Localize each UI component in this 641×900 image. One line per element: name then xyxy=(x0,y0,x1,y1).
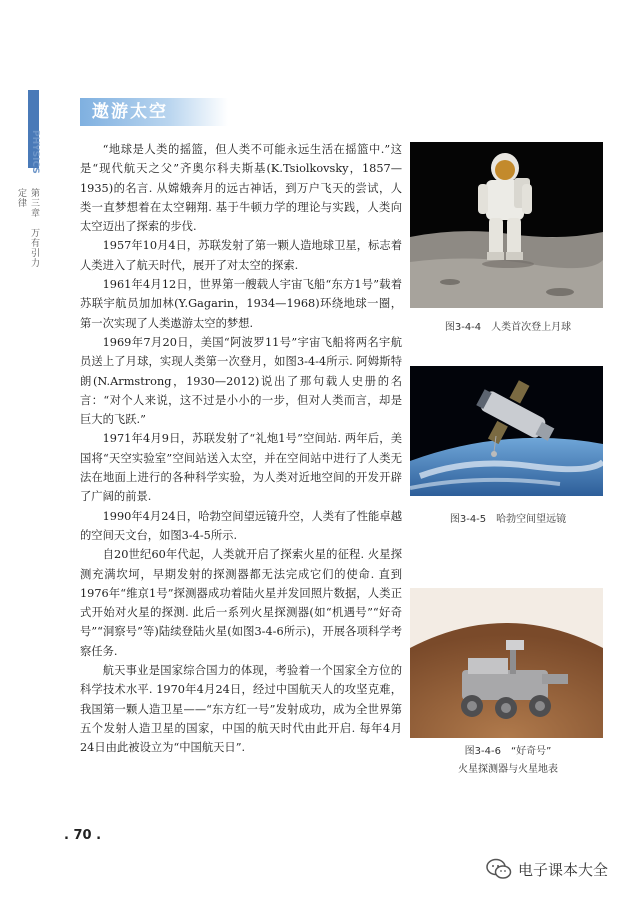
section-title-text: 遨游太空 xyxy=(80,98,228,126)
figure-caption: 火星探测器与火星地表 xyxy=(458,764,558,775)
hubble-telescope-photo xyxy=(410,366,603,496)
watermark-text: 电子课本大全 xyxy=(518,860,609,879)
paragraph: 1961年4月12日，世界第一艘载人宇宙飞船“东方1号”载着苏联宇航员加加林(Y.Gagarin，1934—1968)环绕地球一圈，第一次实现了人类遨游太空的梦想. xyxy=(80,278,402,330)
figure-caption: 图3-4-4 人类首次登上月球 xyxy=(444,322,572,333)
paragraph: 1957年10月4日，苏联发射了第一颗人造地球卫星，标志着人类进入了航天时代，展开了对太空的探索. xyxy=(80,239,402,272)
body-text xyxy=(80,140,402,758)
paragraph: 1969年7月20日，美国“阿波罗11号”宇宙飞船将两名宇航员送上了月球，实现人类第一次登月，如图3-4-4所示. 阿姆斯特朗(N.Armstrong，1930—2012)说出了那句载人史册的名言：“对个人来说，这不过是小小的一步，但对人类而言，却是巨大的飞跃.” xyxy=(80,335,402,427)
moon-landing-photo xyxy=(410,142,603,308)
figure-caption: 图3-4-5 哈勃空间望远镜 xyxy=(449,514,567,525)
paragraph: 航天事业是国家综合国力的体现，考验着一个国家全方位的科学技术水平. 1970年4月24日，经过中国航天人的攻坚克难，我国第一颗人造卫星——“东方红一号”发射成功，成为全世界第五个发射人造卫星的国家，中国的航天时代由此开启. 每年4月24日由此被设立为“中国航天日”. xyxy=(80,664,402,755)
paragraph: 1971年4月9日，苏联发射了“礼炮1号”空间站. 两年后，美国将“天空实验室”空间站送入太空，并在空间站中进行了人类无法在地面上进行的各种科学实验，为人类对近地空间的开发开辟了广阔的前景. xyxy=(80,432,402,504)
paragraph: 1990年4月24日，哈勃空间望远镜升空，人类有了性能卓越的空间天文台，如图3-4-5所示. xyxy=(80,509,402,542)
page-number: . 70 . xyxy=(64,828,102,843)
figure-caption: 图3-4-6 “好奇号” xyxy=(464,746,552,757)
curiosity-rover-photo xyxy=(410,588,603,738)
section-title xyxy=(80,98,228,126)
sidebar-subject-label: PHYSICS xyxy=(30,130,40,174)
sidebar-chapter-label: 第三章 万有引力定律 xyxy=(16,188,39,268)
wechat-icon xyxy=(486,858,512,880)
watermark xyxy=(486,858,608,880)
paragraph: “地球是人类的摇篮，但人类不可能永远生活在摇篮中.”这是“现代航天之父”齐奥尔科夫斯基(K.Tsiolkovsky，1857—1935)的名言. 从嫦娥奔月的远古神话，到万户飞天的尝试，人类一直梦想着在太空翱翔. 基于牛顿力学的理论与实践，人类向太空迈出了探索的步伐. xyxy=(80,143,402,234)
paragraph: 自20世纪60年代起，人类就开启了探索火星的征程. 火星探测充满坎坷，早期发射的探测器都无法完成它们的使命. 直到1976年“维京1号”探测器成功着陆火星并发回照片数据，人类正式开始对火星的探测. 此后一系列火星探测器(如“机遇号”“好奇号”“洞察号”等)陆续登陆火星(如图3-4-6所示)，开展各项科学考察任务. xyxy=(80,548,402,658)
